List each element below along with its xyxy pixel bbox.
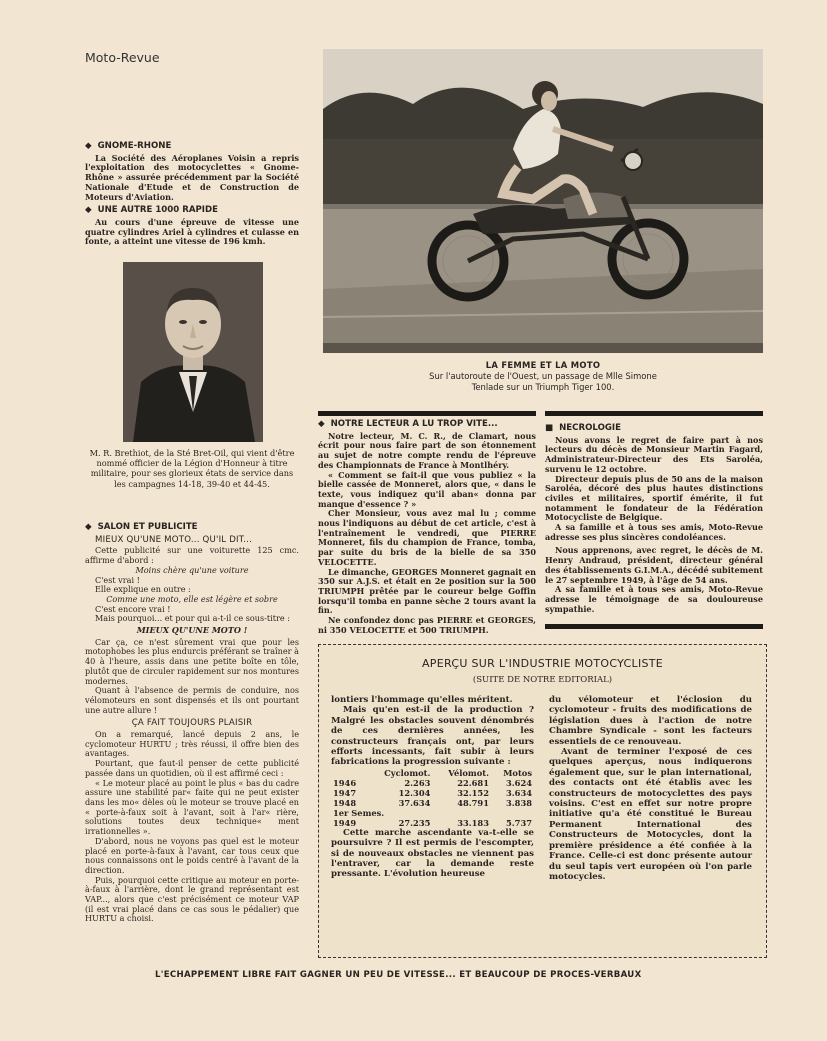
- editorial-paragraph-1: lontiers l'hommage qu'elles méritent.: [331, 695, 513, 705]
- editorial-box: [318, 644, 767, 958]
- rapide-paragraph: Au cours d'une épreuve de vitesse une quatre cylindres Ariel à cylindres et culasse en fonte, a atteint une vitesse de 196 kmh.: [85, 216, 299, 247]
- left-column-bottom: [85, 519, 299, 924]
- salon-paragraph-4: C'est encore vrai !: [95, 603, 171, 614]
- diamond-bullet-icon: ◆: [318, 419, 325, 429]
- editorial-title: APERÇU SUR L'INDUSTRIE MOTOCYCLISTE: [421, 657, 664, 670]
- salon-quote-1: Moins chère qu'une voiture: [135, 564, 249, 575]
- photo-caption: Sur l'autoroute de l'Ouest, un passage de Mlle Simone Tenlade sur un Triumph Tiger 100.: [429, 371, 657, 392]
- middle-column: [318, 416, 536, 635]
- section-heading-gnome: ◆ GNOME-RHONE: [85, 141, 172, 151]
- lecteur-paragraph-5: Ne confondez donc pas PIERRE et GEORGES, ni 350 VELOCETTE et 500 TRIUMPH.: [318, 615, 536, 635]
- lecteur-paragraph-4: Le dimanche, GEORGES Monneret gagnait en 350 sur A.J.S. et était en 2e position sur la 500 TRIUMPH prêtée par le coureur belge Goffin lorsqu'il tomba en panne sèche 2 tours avant la fin.: [318, 566, 536, 616]
- motorcycle-photo: [323, 49, 763, 353]
- diamond-bullet-icon: ◆: [85, 522, 92, 532]
- salon-quote-3: MIEUX QU'UNE MOTO !: [136, 625, 248, 636]
- photo-caption-block: [323, 360, 763, 393]
- magazine-header: Moto-Revue: [85, 50, 160, 65]
- diamond-bullet-icon: ◆: [85, 205, 92, 216]
- necrologie-paragraph-1: Nous avons le regret de faire part à nos lecteurs du décès de Monsieur Martin Fagard, Administrateur-Directeur des Ets Saroléa, survenu le 12 octobre.: [545, 434, 763, 474]
- salon-paragraph-7: Quant à l'absence de permis de conduire, nos vélomoteurs en sont dispensés et ils ont pourtant une autre allure !: [85, 685, 299, 715]
- photo-title: LA FEMME ET LA MOTO: [485, 360, 601, 370]
- editorial-paragraph-2: Mais qu'en est-il de la production ? Malgré les obstacles souvent dénombrés de ces dernières années, les constructeurs français ont, par leurs efforts incessants, fait subir à leurs fabrications la progression suivante :: [331, 705, 534, 768]
- salon-subheading: MIEUX QU'UNE MOTO... QU'IL DIT...: [95, 534, 253, 545]
- diamond-bullet-icon: ◆: [85, 141, 92, 151]
- necrologie-paragraph-4: Nous apprenons, avec regret, le décès de M. Henry Andraud, président, directeur général des établissements G.I.M.A., décédé subitement le 27 septembre 1949, à l'âge de 54 ans.: [545, 545, 763, 585]
- plaisir-paragraph-5: Puis, pourquoi cette critique au moteur en porte-à-faux à l'arrière, dont le grand représentant est VAP..., alors que c'est précisément ce moteur VAP (il est vrai placé dans ce cas sous le pédalier) que HURTU a choisi.: [85, 874, 299, 924]
- necrologie-paragraph-5: A sa famille et à tous ses amis, Moto-Revue adresse le témoignage de sa douloureuse sympathie.: [545, 584, 763, 614]
- right-column-rule-top: [545, 411, 763, 416]
- table-row: 1949 27.235 33.183 5.737: [333, 817, 532, 828]
- lecteur-paragraph-2: « Comment se fait-il que vous publiez « la bielle cassée de Monneret, alors que, « dans le texte, vous indiquez qu'il aban« donna par manque d'essence ? »: [318, 469, 536, 509]
- right-column-rule-bottom: [545, 624, 763, 629]
- portrait-caption: M. R. Brethiot, de la Sté Bret-Oil, qui vient d'être nommé officier de la Légion d'Honneur à titre militaire, pour ses glorieux états de service dans les campagnes 14-18, 39-40 et 44-45.: [89, 448, 295, 489]
- table-row: 1er Semes.: [333, 807, 385, 818]
- salon-quote-2: Comme une moto, elle est légère et sobre: [106, 593, 278, 604]
- table-row: 1946 2.263 22.681 3.624: [333, 777, 532, 788]
- table-header-row: Cyclomot. Vélomot. Motos: [384, 767, 532, 778]
- lecteur-paragraph-1: Notre lecteur, M. C. R., de Clamart, nous écrit pour nous faire part de son étonnement au sujet de notre compte rendu de l'épreuve des Championnats de France à Montlhéry.: [318, 430, 536, 470]
- section-heading-rapide: ◆ UNE AUTRE 1000 RAPIDE: [85, 205, 219, 216]
- salon-paragraph-5: Mais pourquoi... et pour qui a-t-il ce sous-titre :: [95, 613, 290, 624]
- production-table: [331, 768, 534, 828]
- motorcycle-illustration: [323, 49, 763, 353]
- portrait-illustration: [123, 262, 263, 442]
- plaisir-paragraph-3: « Le moteur placé au point le plus « bas du cadre assure une stabilité par« faite qui ne peut exister dans les mo« dèles où le moteur se trouve placé en « porte-à-faux soit à l'avant, soit à l'ar« rière, solutions toutes deux technique« ment irrationnelles ».: [85, 777, 299, 837]
- lecteur-paragraph-3: Cher Monsieur, vous avez mal lu ; comme nous l'indiquons au début de cet article, c'est à l'entraînement le vendredi, que PIERRE Monneret, fils du champion de France, tomba, par suite du bris de la bielle de sa 350 VELOCETTE.: [318, 508, 536, 567]
- necrologie-paragraph-2: Directeur depuis plus de 50 ans de la maison Saroléa, décoré des plus hautes distinctions civiles et militaires, sportif émérite, il fut notamment le fondateur de la Fédération Motocycliste de Belgique.: [545, 473, 763, 523]
- right-column: [545, 420, 763, 614]
- plaisir-heading: ÇA FAIT TOUJOURS PLAISIR: [131, 718, 253, 729]
- salon-paragraph-3: Elle explique en outre :: [95, 584, 191, 595]
- plaisir-paragraph-4: D'abord, nous ne voyons pas quel est le moteur placé en porte-à-faux à l'avant, car tous ceux que nous connaissons ont le poids centré à l'avant de la direction.: [85, 835, 299, 875]
- footer-slogan: L'ECHAPPEMENT LIBRE FAIT GAGNER UN PEU DE VITESSE... ET BEAUCOUP DE PROCES-VERBAUX: [155, 970, 642, 980]
- salon-paragraph-6: Car ça, ce n'est sûrement vrai que pour les motophobes les plus endurcis préférant se traîner à 40 à l'heure, assis dans une petite boîte en tôle, plutôt que de circuler rapidement sur nos montures modernes.: [85, 636, 299, 686]
- left-column-top: [85, 138, 299, 247]
- plaisir-paragraph-2: Pourtant, que faut-il penser de cette publicité passée dans un quotidien, où il est affirmé ceci :: [85, 758, 299, 778]
- table-row: 1947 12.304 32.152 3.634: [333, 787, 532, 798]
- salon-paragraph-2: C'est vrai !: [95, 574, 140, 585]
- gnome-paragraph: La Société des Aéroplanes Voisin a repris l'exploitation des motocyclettes « Gnome-Rhône » assurée précédemment par la Société Nationale d'Etude et de Construction de Moteurs d'Aviation.: [85, 152, 299, 202]
- section-heading-salon: ◆ SALON ET PUBLICITE: [85, 522, 198, 532]
- plaisir-paragraph-1: On a remarqué, lancé depuis 2 ans, le cyclomoteur HURTU ; très réussi, il offre bien des avantages.: [85, 729, 299, 759]
- portrait-caption-block: [85, 448, 299, 489]
- editorial-right-column: [549, 695, 752, 882]
- square-bullet-icon: ■: [545, 423, 554, 433]
- table-row: 1948 37.634 48.791 3.838: [333, 797, 532, 808]
- section-heading-necrologie: ■ NECROLOGIE: [545, 423, 621, 433]
- editorial-subtitle: (SUITE DE NOTRE EDITORIAL): [472, 675, 613, 685]
- editorial-paragraph-4: du vélomoteur et l'éclosion du cyclomoteur - fruits des modifications de législation dues à l'action de notre Chambre Syndicale - sont les facteurs essentiels de ce renouveau.: [549, 695, 752, 747]
- editorial-paragraph-5: Avant de terminer l'exposé de ces quelques aperçus, nous indiquerons également que, sur le plan international, des contacts ont été établis avec les constructeurs de motocyclettes des pays voisins. C'est en effet sur notre propre initiative qu'a été constitué le Bureau Permanent International des Constructeurs de Motocycles, dont la première présidence a été confiée à la France. Celle-ci est donc présente autour du seul tapis vert européen où l'on parle motocycles.: [549, 747, 752, 882]
- salon-paragraph-1: Cette publicité sur une voiturette 125 cmc. affirme d'abord :: [85, 545, 299, 566]
- section-heading-lecteur: ◆ NOTRE LECTEUR A LU TROP VITE...: [318, 419, 498, 429]
- necrologie-paragraph-3: A sa famille et à tous ses amis, Moto-Revue adresse ses plus sincères condoléances.: [545, 522, 763, 542]
- editorial-paragraph-3: Cette marche ascendante va-t-elle se poursuivre ? Il est permis de l'escompter, si de nouveaux obstacles ne viennent pas l'entraver, car la demande reste pressante. L'évolution heureuse: [331, 827, 534, 880]
- editorial-left-column: [331, 695, 534, 880]
- portrait-photo: [123, 262, 263, 442]
